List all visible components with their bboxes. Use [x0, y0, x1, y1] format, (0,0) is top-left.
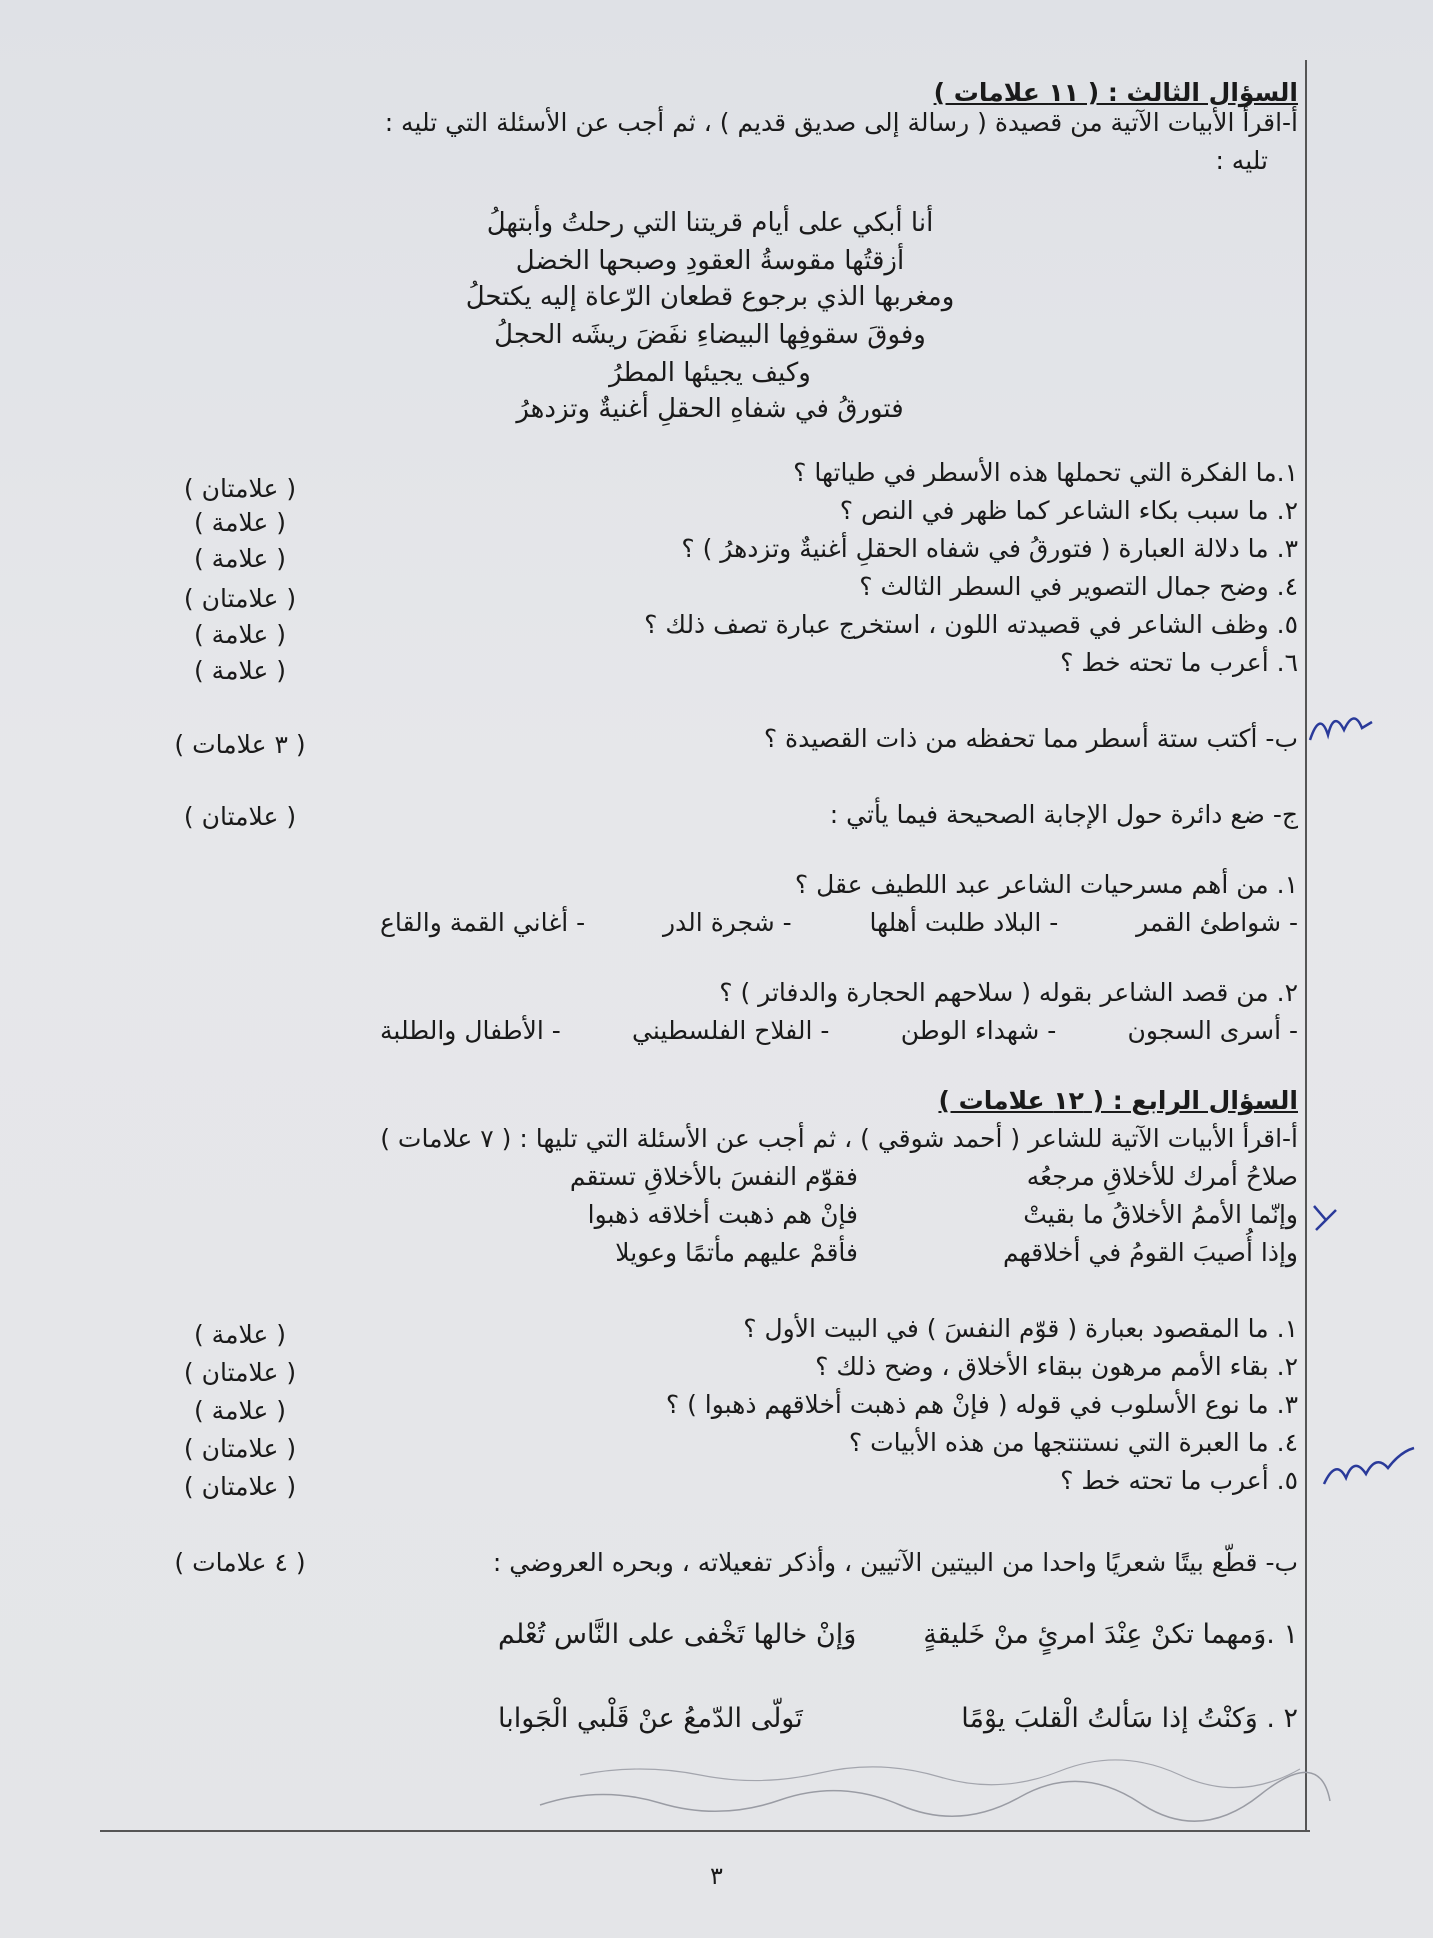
- q4-question-4: ٤. ما العبرة التي نستنتجها من هذه الأبيات ؟: [848, 1428, 1298, 1457]
- q3-verse-4: وفوقَ سقوفِها البيضاءِ نفَضَ ريشَه الحجلُ: [494, 320, 926, 350]
- verse-hemistich-first: ١ .وَمهما تكنْ عِنْدَ امرئٍ منْ خَليقةٍ: [923, 1619, 1298, 1650]
- mcq-option[interactable]: - شواطئ القمر: [1136, 908, 1298, 937]
- q3-verse-1: أنا أبكي على أيام قريتنا التي رحلتُ وأبتهلُ: [486, 208, 934, 238]
- verse-hemistich-first: وإنّما الأممُ الأخلاقُ ما بقيتْ: [1023, 1200, 1298, 1229]
- verse-hemistich-second: فأقمْ عليهم مأتمًا وعويلا: [615, 1238, 858, 1267]
- q4-part-b-mark: ( ٤ علامات ): [174, 1548, 306, 1577]
- mcq-option[interactable]: - شجرة الدر: [662, 908, 792, 937]
- q3-mcq-2: ٢. من قصد الشاعر بقوله ( سلاحهم الحجارة والدفاتر ) ؟: [719, 978, 1298, 1007]
- q4-question-5: ٥. أعرب ما تحته خط ؟: [1060, 1466, 1298, 1495]
- q4-b-verse-1: [498, 1618, 1298, 1652]
- q4-question-2: ٢. بقاء الأمم مرهون ببقاء الأخلاق ، وضح ذلك ؟: [815, 1352, 1298, 1381]
- q4-verse-3: [438, 1238, 1298, 1268]
- q3-question-2: ٢. ما سبب بكاء الشاعر كما ظهر في النص ؟: [839, 496, 1298, 525]
- q4-question-3: ٣. ما نوع الأسلوب في قوله ( فإنْ هم ذهبت أخلاقهم ذهبوا ) ؟: [665, 1390, 1298, 1419]
- q4-intro: أ-اقرأ الأبيات الآتية للشاعر ( أحمد شوقي ) ، ثم أجب عن الأسئلة التي تليها : ( ٧ علامات ): [380, 1124, 1298, 1153]
- mcq-option[interactable]: - البلاد طلبت أهلها: [869, 908, 1059, 937]
- q3-mcq-2-options: [380, 1016, 1298, 1046]
- page-number: ٣: [710, 1862, 723, 1890]
- q3-mark-6: ( علامة ): [193, 656, 287, 685]
- q3-part-c: ج- ضع دائرة حول الإجابة الصحيحة فيما يأتي :: [829, 800, 1298, 829]
- q3-verse-6: فتورقُ في شفاهِ الحقلِ أغنيةٌ وتزدهرُ: [516, 394, 904, 424]
- verse-hemistich-second: فقوّم النفسَ بالأخلاقِ تستقم: [569, 1162, 858, 1191]
- q3-header: السؤال الثالث : ( ١١ علامات ): [933, 78, 1298, 107]
- pen-check-mark-3: [1318, 1438, 1418, 1498]
- verse-hemistich-first: ٢ . وَكنْتُ إذا سَألتُ الْقلبَ يوْمًا: [961, 1703, 1298, 1734]
- q3-intro: أ-اقرأ الأبيات الآتية من قصيدة ( رسالة إلى صديق قديم ) ، ثم أجب عن الأسئلة التي تليه :: [384, 108, 1298, 137]
- q3-mark-2: ( علامة ): [193, 508, 287, 537]
- q4-mark-4: ( علامتان ): [183, 1434, 297, 1463]
- q4-verse-1: [438, 1162, 1298, 1192]
- q3-mark-5: ( علامة ): [193, 620, 287, 649]
- q3-part-b: ب- أكتب ستة أسطر مما تحفظه من ذات القصيدة ؟: [763, 724, 1298, 753]
- q4-mark-2: ( علامتان ): [183, 1358, 297, 1387]
- margin-line-vertical: [1305, 60, 1307, 1830]
- q4-mark-3: ( علامة ): [193, 1396, 287, 1425]
- q3-question-6: ٦. أعرب ما تحته خط ؟: [1060, 648, 1298, 677]
- q3-verse-3: ومغربها الذي برجوع قطعان الرّعاة إليه يكتحلُ: [465, 282, 955, 312]
- q3-part-c-mark: ( علامتان ): [183, 802, 297, 831]
- verse-hemistich-first: صلاحُ أمرك للأخلاقِ مرجعُه: [1026, 1162, 1298, 1191]
- q3-mark-4: ( علامتان ): [183, 584, 297, 613]
- q3-mcq-1-options: [380, 908, 1298, 938]
- q4-mark-5: ( علامتان ): [183, 1472, 297, 1501]
- q3-intro-tail: تليه :: [1215, 146, 1268, 175]
- q3-mark-3: ( علامة ): [193, 544, 287, 573]
- q3-verse-2: أزقتُها مقوسةُ العقودِ وصبحها الخضل: [515, 246, 905, 276]
- q3-mcq-1: ١. من أهم مسرحيات الشاعر عبد اللطيف عقل ؟: [794, 870, 1298, 899]
- faint-pencil-writing: [520, 1745, 1340, 1830]
- q3-question-1: ١.ما الفكرة التي تحملها هذه الأسطر في طياتها ؟: [793, 458, 1298, 487]
- q4-b-verse-2: [498, 1702, 1298, 1736]
- q3-question-3: ٣. ما دلالة العبارة ( فتورقُ في شفاه الحقلِ أغنيةٌ وتزدهرُ ) ؟: [681, 534, 1298, 563]
- q4-verse-2: [438, 1200, 1298, 1230]
- q3-part-b-mark: ( ٣ علامات ): [174, 730, 306, 759]
- q3-mark-1: ( علامتان ): [183, 474, 297, 503]
- mcq-option[interactable]: - أسرى السجون: [1127, 1016, 1298, 1045]
- q3-question-5: ٥. وظف الشاعر في قصيدته اللون ، استخرج عبارة تصف ذلك ؟: [644, 610, 1298, 639]
- q4-mark-1: ( علامة ): [193, 1320, 287, 1349]
- verse-hemistich-second: تَولّى الدّمعُ عنْ قَلْبي الْجَوابا: [498, 1703, 803, 1734]
- mcq-option[interactable]: - الفلاح الفلسطيني: [632, 1016, 830, 1045]
- mcq-option[interactable]: - شهداء الوطن: [900, 1016, 1057, 1045]
- q4-part-b: ب- قطّع بيتًا شعريًا واحدا من البيتين الآتيين ، وأذكر تفعيلاته ، وبحره العروضي :: [492, 1548, 1298, 1577]
- pen-check-mark-1: [1300, 700, 1380, 760]
- verse-hemistich-second: فإنْ هم ذهبت أخلاقه ذهبوا: [587, 1200, 858, 1229]
- pen-check-mark-2: [1306, 1196, 1346, 1236]
- verse-hemistich-first: وإذا أُصيبَ القومُ في أخلاقهم: [1003, 1238, 1298, 1267]
- verse-hemistich-second: وَإنْ خالها تَخْفى على النَّاس تُعْلم: [498, 1619, 857, 1650]
- mcq-option[interactable]: - الأطفال والطلبة: [380, 1016, 561, 1045]
- q3-verse-5: وكيف يجيئها المطرُ: [609, 358, 811, 388]
- margin-line-horizontal: [100, 1830, 1310, 1832]
- q3-question-4: ٤. وضح جمال التصوير في السطر الثالث ؟: [859, 572, 1298, 601]
- q4-question-1: ١. ما المقصود بعبارة ( قوّم النفسَ ) في البيت الأول ؟: [743, 1314, 1298, 1343]
- q4-header: السؤال الرابع : ( ١٢ علامات ): [938, 1086, 1298, 1115]
- mcq-option[interactable]: - أغاني القمة والقاع: [380, 908, 586, 937]
